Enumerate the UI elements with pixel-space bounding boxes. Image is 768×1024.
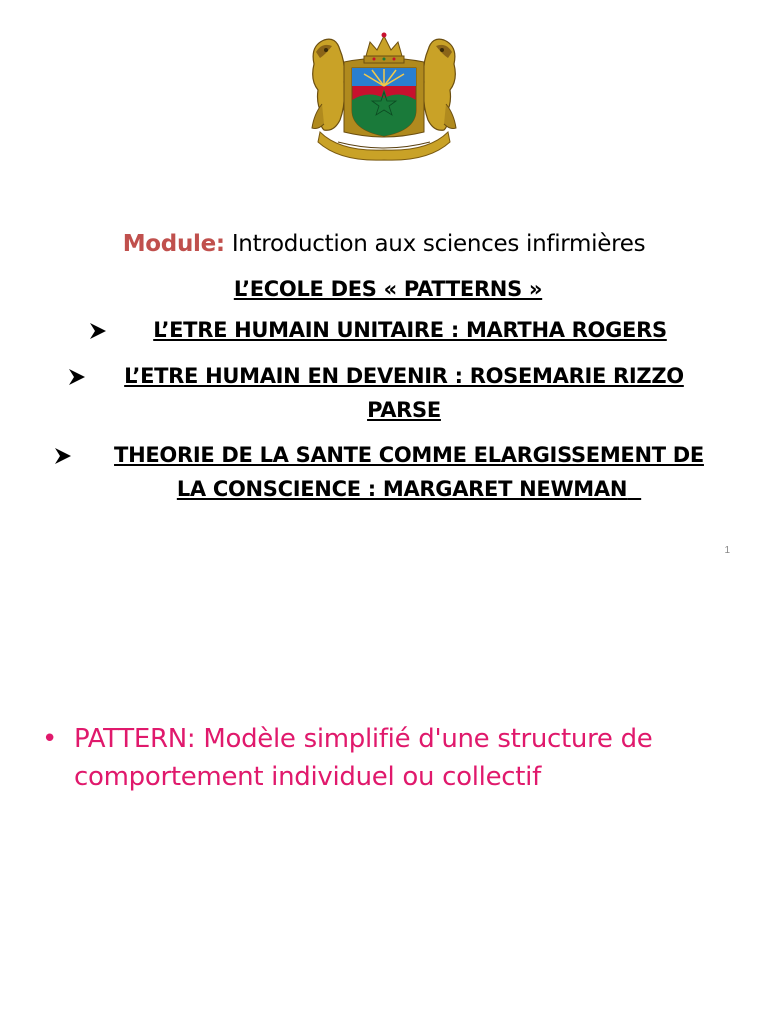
pattern-definition-text: PATTERN: Modèle simplifié d'une structure de comportement individuel ou collectif [74, 724, 653, 792]
bullet-line-continued: PARSE [367, 398, 441, 422]
module-title [0, 226, 768, 262]
arrowhead-icon [52, 445, 74, 467]
bullet-dot: • [42, 724, 58, 754]
module-label: Module: [122, 231, 225, 257]
pattern-definition [42, 720, 732, 796]
school-heading: L’ECOLE DES « PATTERNS » [233, 277, 543, 301]
coat-of-arms-icon [300, 24, 468, 162]
bullet-line: THEORIE DE LA SANTE COMME ELARGISSEMENT DE [114, 443, 704, 467]
module-name: Introduction aux sciences infirmières [224, 231, 646, 257]
arrowhead-icon [87, 320, 109, 342]
page-number: 1 [724, 545, 730, 556]
trailing-underline [627, 477, 641, 501]
bullet-line: L’ETRE HUMAIN UNITAIRE : MARTHA ROGERS [153, 318, 667, 342]
coat-of-arms-emblem [300, 24, 468, 162]
bullet-line-text: LA CONSCIENCE : MARGARET NEWMAN [176, 477, 628, 501]
bullet-line: L’ETRE HUMAIN EN DEVENIR : ROSEMARIE RIZZO [124, 364, 684, 388]
bullet-line-continued [74, 472, 744, 506]
